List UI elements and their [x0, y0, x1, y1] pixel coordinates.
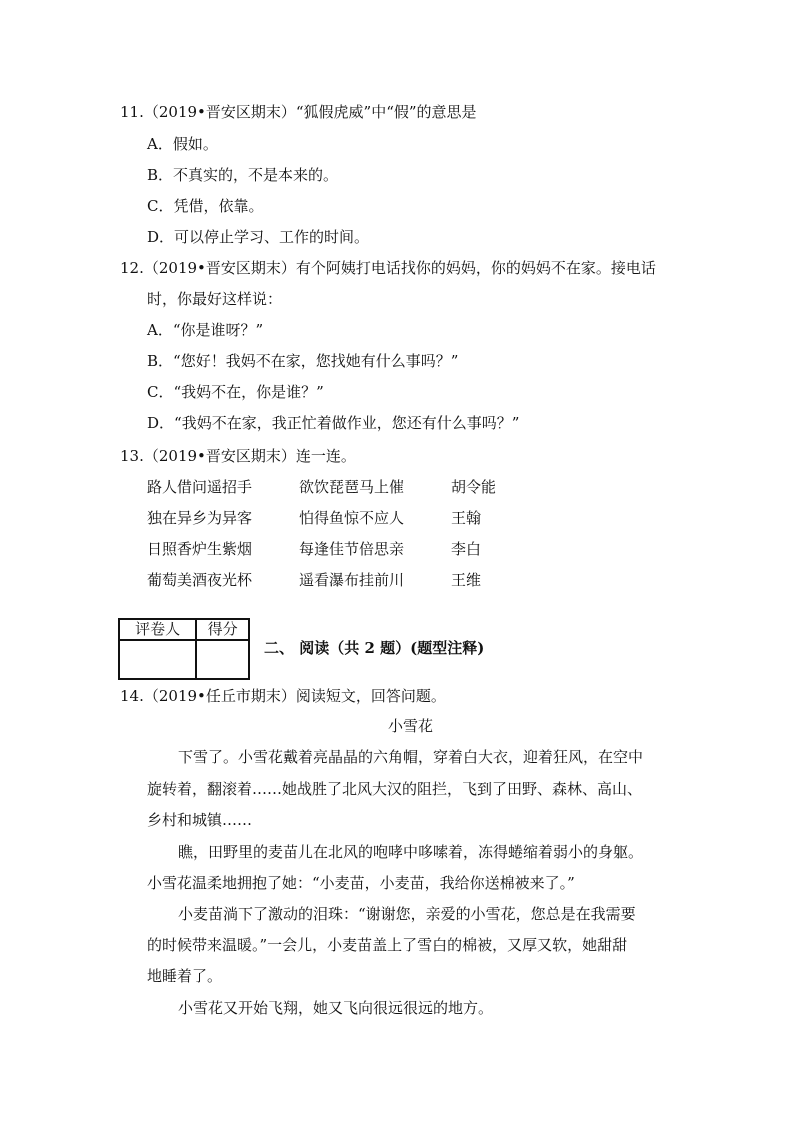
score-header: 得分	[196, 619, 249, 640]
match-right-3: 李白	[451, 540, 482, 558]
reviewer-cell	[119, 640, 196, 679]
q12-option-b: B．“您好！我妈不在家，您找她有什么事吗？”	[147, 352, 459, 370]
match-middle-1: 欲饮琵琶马上催	[299, 478, 405, 496]
match-right-1: 胡令能	[451, 478, 497, 496]
passage-line: 下雪了。小雪花戴着亮晶晶的六角帽，穿着白大衣，迎着狂风，在空中	[178, 748, 644, 766]
passage-title: 小雪花	[388, 717, 434, 735]
score-cell	[196, 640, 249, 679]
match-left-3: 日照香炉生紫烟	[147, 540, 253, 558]
score-box	[118, 618, 250, 680]
passage-line: 瞧，田野里的麦苗儿在北风的咆哮中哆嗦着，冻得蜷缩着弱小的身躯。	[178, 843, 644, 861]
q11-option-b: B．不真实的，不是本来的。	[147, 166, 339, 184]
match-right-4: 王维	[451, 571, 482, 589]
match-middle-3: 每逢佳节倍思亲	[299, 540, 405, 558]
q12-stem-line2: 时，你最好这样说：	[147, 290, 283, 308]
q12-option-c: C．“我妈不在，你是谁？”	[147, 383, 324, 401]
passage-line: 的时候带来温暖。”一会儿，小麦苗盖上了雪白的棉被，又厚又软，她甜甜	[147, 936, 628, 954]
passage-line: 小雪花温柔地拥抱了她：“小麦苗，小麦苗，我给你送棉被来了。”	[147, 874, 575, 892]
passage-line: 乡村和城镇……	[147, 811, 253, 829]
reviewer-header: 评卷人	[119, 619, 196, 640]
q11-option-a: A．假如。	[147, 135, 218, 153]
match-middle-4: 遥看瀑布挂前川	[299, 571, 405, 589]
match-left-4: 葡萄美酒夜光杯	[147, 571, 253, 589]
match-left-1: 路人借问遥招手	[147, 478, 253, 496]
passage-line: 旋转着，翻滚着……她战胜了北风大汉的阻拦，飞到了田野、森林、高山、	[147, 780, 643, 798]
q12-option-a: A．“你是谁呀？”	[147, 321, 264, 339]
match-left-2: 独在异乡为异客	[147, 509, 253, 527]
q13-stem: 13.（2019•晋安区期末）连一连。	[120, 447, 356, 465]
q11-option-d: D．可以停止学习、工作的时间。	[147, 228, 370, 246]
passage-line: 地睡着了。	[147, 967, 223, 985]
passage-line: 小麦苗淌下了激动的泪珠：“谢谢您，亲爱的小雪花，您总是在我需要	[178, 905, 636, 923]
passage-line: 小雪花又开始飞翔，她又飞向很远很远的地方。	[178, 999, 494, 1017]
section-title: 二、 阅读（共 2 题）(题型注释)	[264, 639, 485, 657]
q12-option-d: D．“我妈不在家，我正忙着做作业，您还有什么事吗？”	[147, 414, 520, 432]
q11-option-c: C．凭借，依靠。	[147, 197, 264, 215]
q14-stem: 14.（2019•任丘市期末）阅读短文，回答问题。	[120, 687, 446, 705]
q11-stem: 11.（2019•晋安区期末）“狐假虎威”中“假”的意思是	[120, 103, 477, 121]
match-right-2: 王翰	[451, 509, 482, 527]
match-middle-2: 怕得鱼惊不应人	[299, 509, 405, 527]
q12-stem-line1: 12.（2019•晋安区期末）有个阿姨打电话找你的妈妈，你的妈妈不在家。接电话	[120, 259, 656, 277]
